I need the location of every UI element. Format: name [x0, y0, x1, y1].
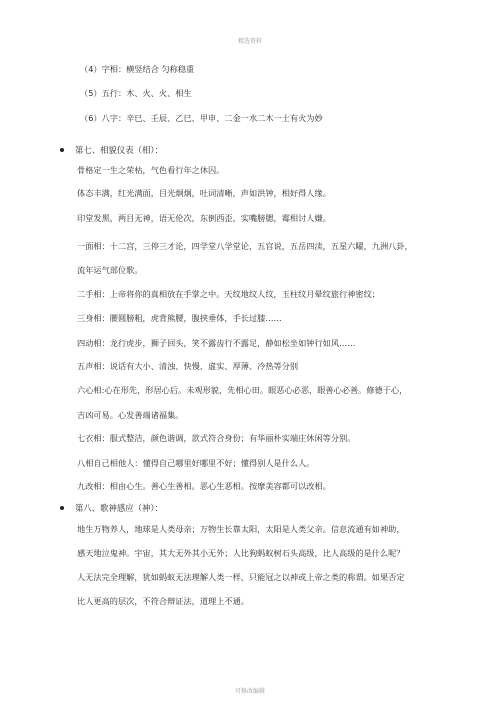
paragraph-line: 四动相：龙行虎步，狮子回头，笑不露齿行不露足，静如松坐如钟行如风…… — [77, 338, 356, 348]
page-header: 精选资料 — [237, 38, 262, 45]
paragraph-line: 流年运气部位歌。 — [77, 265, 143, 275]
paragraph-line: 九改相：相由心生。善心生善相。恶心生恶相。按摩美容都可以改相。 — [77, 481, 331, 491]
list-item-eight-characters: （6）八字：辛巳、壬辰、乙巳、甲申、二金一水二木一土有火为妙 — [80, 113, 323, 123]
paragraph-line: 吉凶可易。心发善端诸福集。 — [77, 410, 184, 420]
section-7-heading — [60, 145, 163, 156]
bullet-icon — [60, 506, 64, 510]
paragraph-line: 骨格定一生之荣枯，气色看行年之休囚。 — [77, 165, 225, 175]
paragraph-line: 一面相：十二宫，三停三才论，四学堂八学堂论，五官说，五岳四渎，五星六曜，九洲八卦， — [77, 241, 413, 251]
paragraph-line: 六心相:心在形先，形居心后。未观形貌，先相心田。眼恶心必恶，眼善心必善。修德于心， — [77, 385, 408, 395]
paragraph-line: 体态丰满，红光满面，目光炯炯，吐词清晰，声如洪钟，相好得人缘。 — [77, 188, 331, 198]
section-7-title: 第七、相貌仪表（相）： — [75, 145, 163, 155]
paragraph-line: 五声相：说话有大小、清浊、快慢、虚实、厚薄、冷热等分别 — [77, 361, 299, 371]
paragraph-line: 三身相：腰圆膀粗，虎背熊腰，腹挟垂体，手长过膝…… — [77, 313, 282, 323]
section-8-heading — [60, 503, 163, 514]
list-item-char-aspect: （4）字相：横竖结合 匀称稳重 — [80, 64, 195, 74]
bullet-icon — [60, 148, 64, 152]
paragraph-line: 人无法完全理解，犹如蚂蚁无法理解人类一样，只能冠之以神或上帝之类的称谓。如果否定 — [77, 572, 405, 582]
paragraph-line: 二手相：上帝将你的真相放在手掌之中。天纹地纹人纹，玉柱纹月晕纹旅行神密纹； — [77, 289, 380, 299]
paragraph-line: 印堂发黑，两目无神，语无伦次，东倒西歪，实嘴膀腮，霉相讨人嫌。 — [77, 213, 331, 223]
paragraph-line: 八相自己相他人：懂得自己哪里好哪里不好；懂得别人是什么人。 — [77, 458, 315, 468]
paragraph-line: 比人更高的层次，不符合辩证法，道理上不通。 — [77, 596, 249, 606]
page-footer: 可修改编辑 — [234, 688, 265, 695]
list-item-five-elements: （5）五行：木、火、火、相生 — [80, 88, 192, 98]
paragraph-line: 感天地泣鬼神。宇宙，其大无外其小无外；人比狗蚂蚁树石头高级，比人高级的是什么呢？ — [77, 548, 405, 558]
paragraph-line: 七衣相：服式整洁，颜色谐调，款式符合身份；有华丽朴实端庄休闲等分别。 — [77, 433, 356, 443]
paragraph-line: 地生万物养人，地球是人类母亲；万物生长靠太阳，太阳是人类父亲。信息流通有如神助， — [77, 524, 405, 534]
section-8-title: 第八、歌神感应（神）： — [75, 503, 163, 513]
